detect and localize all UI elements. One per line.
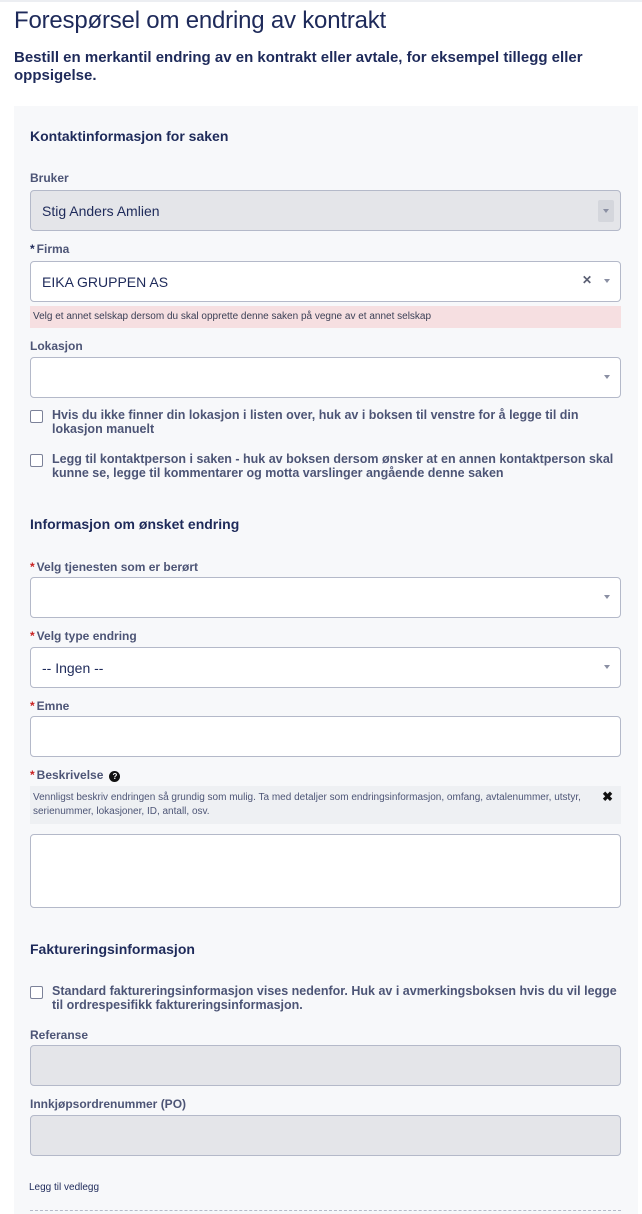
company-note: Velg et annet selskap dersom du skal opprette denne saken på vegne av et annet selskap [30, 306, 621, 328]
add-contact-checkbox[interactable] [30, 454, 43, 467]
company-value: EIKA GRUPPEN AS [42, 274, 169, 290]
description-label: * Beskrivelse ? [30, 768, 120, 782]
page-title: Forespørsel om endring av kontrakt [14, 7, 387, 34]
chevron-down-icon[interactable] [604, 595, 610, 599]
description-help: Vennligst beskriv endringen så grundig som mulig. Ta med detaljer som endringsinformasjon, omfang, avtalenummer, utstyr, serienummer, lokasjoner, ID, antall, osv. ✖ [30, 786, 621, 824]
company-label: * Firma [30, 242, 70, 256]
company-select[interactable] [30, 261, 621, 302]
add-contact-text: Legg til kontaktperson i saken - huk av boksen dersom ønsker at en annen kontaktperson skal kunne se, legge til kommentarer og motta varslinger angående denne saken [52, 452, 614, 480]
top-divider [0, 0, 642, 2]
contact-section-title: Kontaktinformasjon for saken [30, 128, 229, 144]
help-circle-icon[interactable]: ? [109, 771, 120, 782]
change-type-value: -- Ingen -- [42, 660, 104, 676]
subject-label: * Emne [30, 699, 70, 713]
reference-input [30, 1045, 621, 1086]
billing-section-title: Faktureringsinformasjon [30, 941, 195, 957]
subject-input[interactable] [30, 716, 621, 757]
change-section-title: Informasjon om ønsket endring [30, 516, 240, 532]
po-label: Innkjøpsordrenummer (PO) [30, 1097, 187, 1111]
user-value: Stig Anders Amlien [42, 203, 160, 219]
clear-icon[interactable]: ✕ [581, 273, 592, 287]
po-input [30, 1115, 621, 1156]
page-subtitle: Bestill en merkantil endring av en kontrakt eller avtale, for eksempel tillegg eller oppsigelse. [14, 49, 583, 84]
service-label: * Velg tjenesten som er berørt [30, 560, 199, 574]
location-label: Lokasjon [30, 339, 83, 353]
user-label: Bruker [30, 171, 69, 185]
manual-location-text: Hvis du ikke finner din lokasjon i listen over, huk av i boksen til venstre for å legge til din lokasjon manuelt [52, 408, 579, 436]
billing-checkbox[interactable] [30, 986, 43, 999]
service-select[interactable] [30, 577, 621, 618]
close-icon[interactable]: ✖ [602, 789, 613, 804]
chevron-down-icon[interactable] [604, 279, 610, 283]
add-attachment-link[interactable]: Legg til vedlegg [29, 1182, 100, 1193]
chevron-down-icon[interactable] [604, 375, 610, 379]
attachment-dropzone[interactable] [30, 1210, 621, 1214]
manual-location-checkbox[interactable] [30, 410, 43, 423]
reference-label: Referanse [30, 1028, 89, 1042]
user-field [30, 190, 621, 231]
change-type-label: * Velg type endring [30, 629, 137, 643]
billing-standard-text: Standard faktureringsinformasjon vises nedenfor. Huk av i avmerkingsboksen hvis du vil legge til ordrespesifikk faktureringsinformasjon. [52, 984, 617, 1012]
location-select[interactable] [30, 357, 621, 398]
description-textarea[interactable] [30, 834, 621, 908]
chevron-down-icon [598, 200, 614, 222]
change-type-select[interactable] [30, 647, 621, 688]
chevron-down-icon[interactable] [604, 665, 610, 669]
